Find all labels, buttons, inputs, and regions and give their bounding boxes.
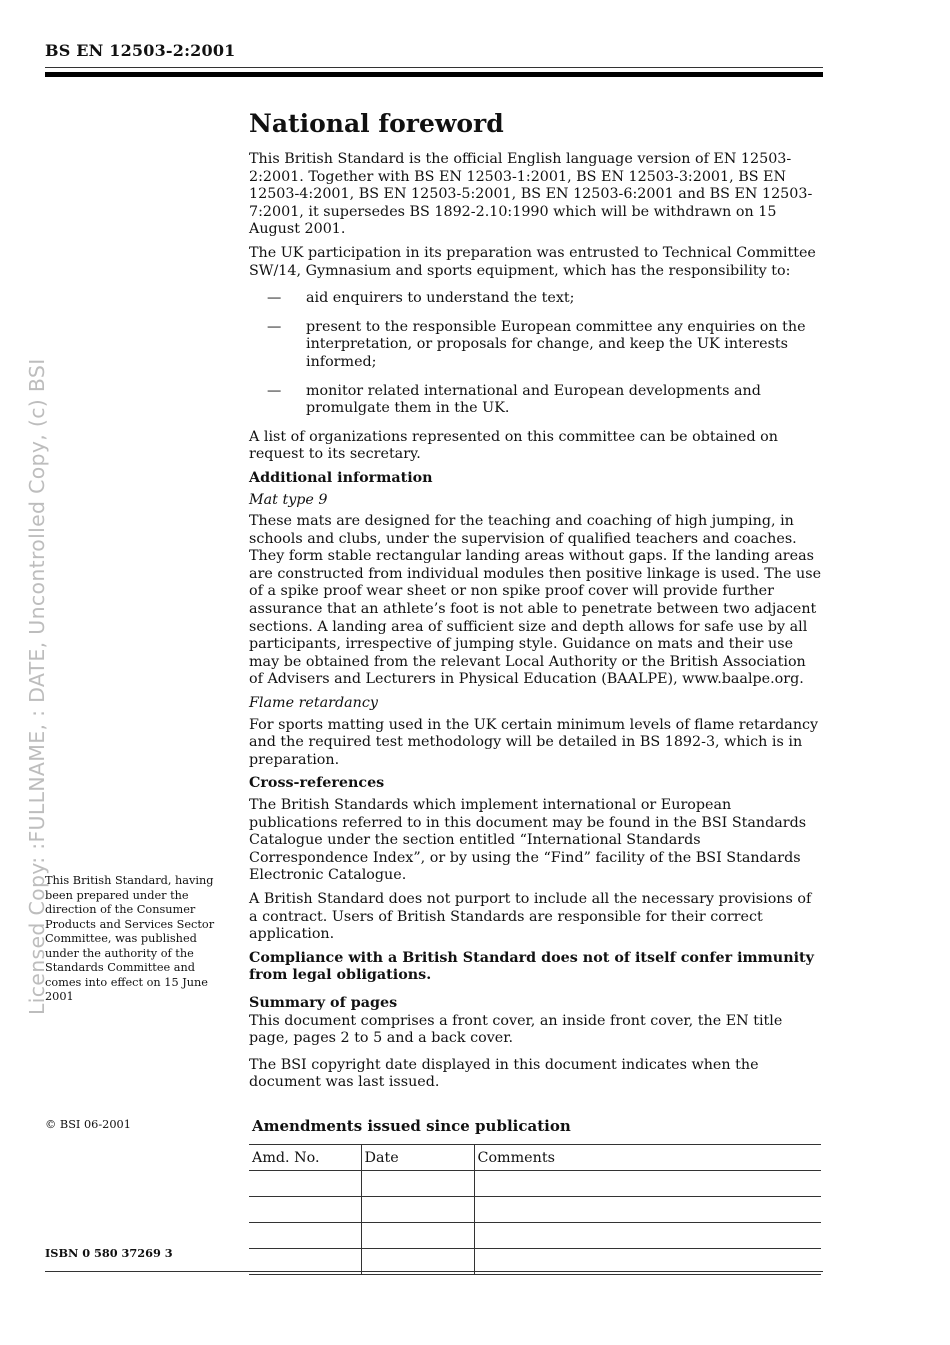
contract-paragraph: A British Standard does not purport to include all the necessary provisions of a contract. Users of British Standards are responsible for their correct application. [249,890,812,943]
table-cell [361,1223,474,1249]
bullet-dash: — [267,382,282,399]
list-item-text: present to the responsible European committee any enquiries on the interpretation, or proposals for change, and keep the UK interests informed; [306,318,806,370]
page-title: National foreword [249,109,504,138]
intro-paragraph: This British Standard is the official English language version of EN 12503-2:2001. Together with BS EN 12503-1:2001, BS EN 12503-3:2001, BS EN 12503-4:2001, BS EN 12503-5:2001, BS EN 12503-6:2001 and BS EN 12503-7:2001, it supersedes BS 1892-2.10:1990 which will be withdrawn on 15 August 2001. [249,151,813,238]
list-item [249,383,823,418]
license-watermark: Licensed Copy: :FULLNAME, : DATE, Uncontrolled Copy, (c) BSI [25,358,49,1015]
main-content [249,108,823,1098]
copyright-date-paragraph: The BSI copyright date displayed in this document indicates when the document was last issued. [249,1056,759,1091]
flame-retardancy-subheading: Flame retardancy [249,695,378,712]
list-item [249,319,823,372]
header-rule-thick [45,72,823,77]
amendments-table [249,1144,821,1275]
footer-rule [45,1271,823,1272]
cross-references-paragraph: The British Standards which implement international or European publications referred to in this document may be found in the BSI Standards Catalogue under the section entitled “International Standards Correspondence Index”, or by using the “Find” facility of the BSI Standards Electronic Catalogue. [249,797,807,884]
table-cell [249,1223,361,1249]
document-code: BS EN 12503-2:2001 [45,41,236,60]
table-row [249,1171,821,1197]
table-row [249,1197,821,1223]
bullet-dash: — [267,318,282,335]
isbn: ISBN 0 580 37269 3 [45,1246,173,1260]
bullet-dash: — [267,290,282,307]
table-row [249,1223,821,1249]
column-header-amd-no: Amd. No. [249,1145,361,1171]
table-cell [249,1197,361,1223]
list-item-text: monitor related international and European developments and promulgate them in the UK. [306,382,761,417]
committee-list-paragraph: A list of organizations represented on this committee can be obtained on request to its secretary. [249,428,778,463]
cross-references-heading: Cross-references [249,775,385,792]
table-cell [474,1171,821,1197]
compliance-statement: Compliance with a British Standard does not of itself confer immunity from legal obligations. [249,949,814,984]
mat-type-subheading: Mat type 9 [249,491,328,508]
table-header-row [249,1145,821,1171]
column-header-date: Date [361,1145,474,1171]
summary-of-pages-heading: Summary of pages [249,994,398,1011]
table-cell [249,1171,361,1197]
flame-retardancy-paragraph: For sports matting used in the UK certain minimum levels of flame retardancy and the required test methodology will be detailed in BS 1892-3, which is in preparation. [249,716,819,768]
table-cell [361,1197,474,1223]
list-item [249,290,823,308]
column-header-comments: Comments [474,1145,821,1171]
amendments-title: Amendments issued since publication [252,1117,571,1135]
summary-of-pages-paragraph: This document comprises a front cover, an inside front cover, the EN title page, pages 2 to 5 and a back cover. [249,1012,783,1047]
table-cell [474,1197,821,1223]
header-rule-thin [45,67,823,68]
responsibility-list [249,290,823,418]
list-item-text: aid enquirers to understand the text; [306,290,575,307]
participation-paragraph: The UK participation in its preparation was entrusted to Technical Committee SW/14, Gymnasium and sports equipment, which has the responsibility to: [249,244,816,279]
publication-note: This British Standard, having been prepared under the direction of the Consumer Products and Services Sector Committee, was published under the authority of the Standards Committee and comes into effect on 15 June 2001 [45,874,215,1003]
additional-information-heading: Additional information [249,469,433,486]
table-cell [361,1171,474,1197]
copyright-notice: © BSI 06-2001 [45,1118,131,1131]
mat-type-paragraph: These mats are designed for the teaching and coaching of high jumping, in schools and clubs, under the supervision of qualified teachers and coaches. They form stable rectangular landing areas without gaps. If the landing areas are constructed from individual modules then positive linkage is used. The use of a spike proof wear sheet or non spike proof cover will provide further assurance that an athlete’s foot is not able to penetrate between two adjacent sections. A landing area of sufficient size and depth allows for safe use by all participants, irrespective of jumping style. Guidance on mats and their use may be obtained from the relevant Local Authority or the British Association of Advisers and Lecturers in Physical Education (BAALPE), www.baalpe.org. [249,513,822,688]
table-cell [474,1223,821,1249]
